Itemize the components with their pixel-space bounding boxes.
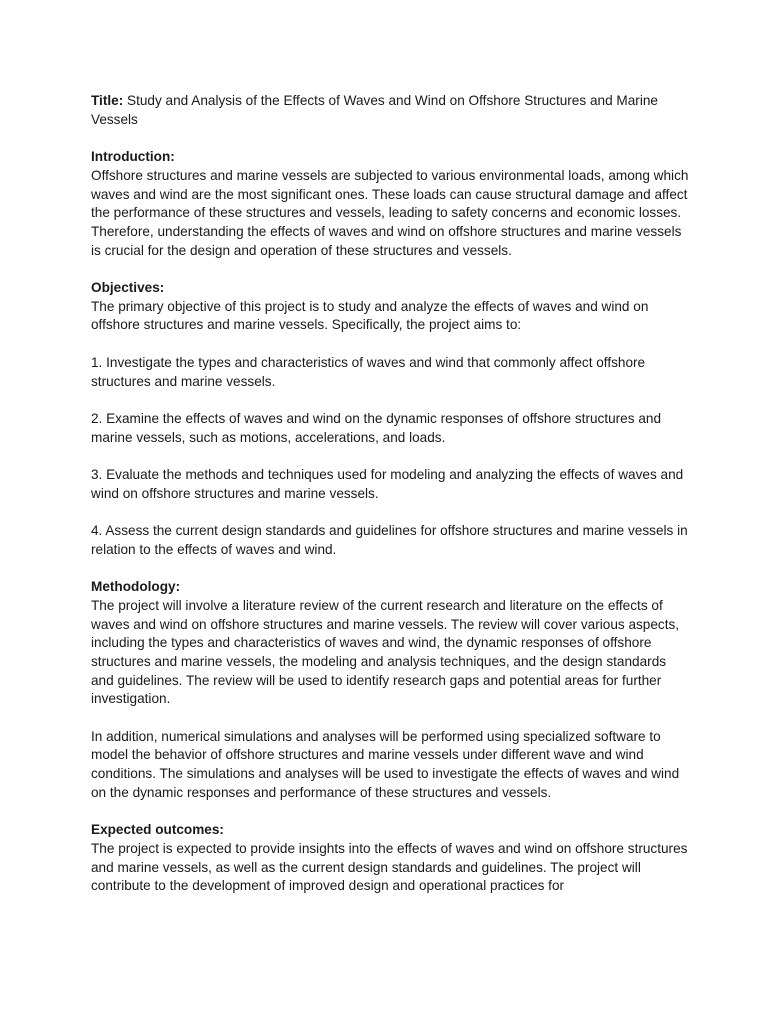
objective-item-4: 4. Assess the current design standards and guidelines for offshore structures and marine vessels in relation to the effects of waves and wind. bbox=[91, 523, 688, 557]
document-body bbox=[91, 92, 691, 915]
title-text: Study and Analysis of the Effects of Waves and Wind on Offshore Structures and Marine Vessels bbox=[91, 93, 658, 127]
objectives-intro: The primary objective of this project is to study and analyze the effects of waves and wind on offshore structures and marine vessels. Specifically, the project aims to: bbox=[91, 298, 649, 333]
objective-item-3: 3. Evaluate the methods and techniques used for modeling and analyzing the effects of waves and wind on offshore structures and marine vessels. bbox=[91, 466, 684, 501]
objective-item-1: 1. Investigate the types and characteristics of waves and wind that commonly affect offshore structures and marine vessels. bbox=[91, 354, 646, 389]
introduction-heading: Introduction: bbox=[91, 149, 175, 165]
methodology-paragraph-2: In addition, numerical simulations and analyses will be performed using specialized software to model the behavior of offshore structures and marine vessels under different wave and wind conditions. The simulations and analyses will be used to investigate the effects of waves and wind on the dynamic responses and performance of these structures and vessels. bbox=[91, 728, 680, 800]
title-label: Title: bbox=[91, 93, 124, 108]
expected-outcomes-section bbox=[91, 821, 691, 896]
objectives-heading: Objectives: bbox=[91, 280, 165, 295]
methodology-paragraph-1: The project will involve a literature review of the current research and literature on the effects of waves and wind on offshore structures and marine vessels. The review will cover various aspects, including the types and characteristics of waves and wind, the dynamic responses of offshore structures and marine vessels, the modeling and analysis techniques, and the design standards and guidelines. The review will be used to identify research gaps and potential areas for further investigation. bbox=[91, 597, 680, 707]
introduction-section bbox=[91, 148, 691, 260]
expected-outcomes-text: The project is expected to provide insights into the effects of waves and wind on offshore structures and marine vessels, as well as the current design standards and guidelines. The project will contribute to the development of improved design and operational practices for bbox=[91, 840, 688, 894]
introduction-text: Offshore structures and marine vessels are subjected to various environmental loads, among which waves and wind are the most significant ones. These loads can cause structural damage and affect the performance of these structures and vessels, leading to safety concerns and economic losses. Therefore, understanding the effects of waves and wind on offshore structures and marine vessels is crucial for the design and operation of these structures and vessels. bbox=[91, 167, 689, 258]
methodology-heading: Methodology: bbox=[91, 579, 181, 595]
methodology-section bbox=[91, 578, 691, 802]
objectives-section bbox=[91, 279, 691, 559]
expected-outcomes-heading: Expected outcomes: bbox=[91, 822, 224, 838]
objective-item-2: 2. Examine the effects of waves and wind on the dynamic responses of offshore structures and marine vessels, such as motions, accelerations, and loads. bbox=[91, 410, 662, 445]
title-line bbox=[91, 92, 691, 129]
